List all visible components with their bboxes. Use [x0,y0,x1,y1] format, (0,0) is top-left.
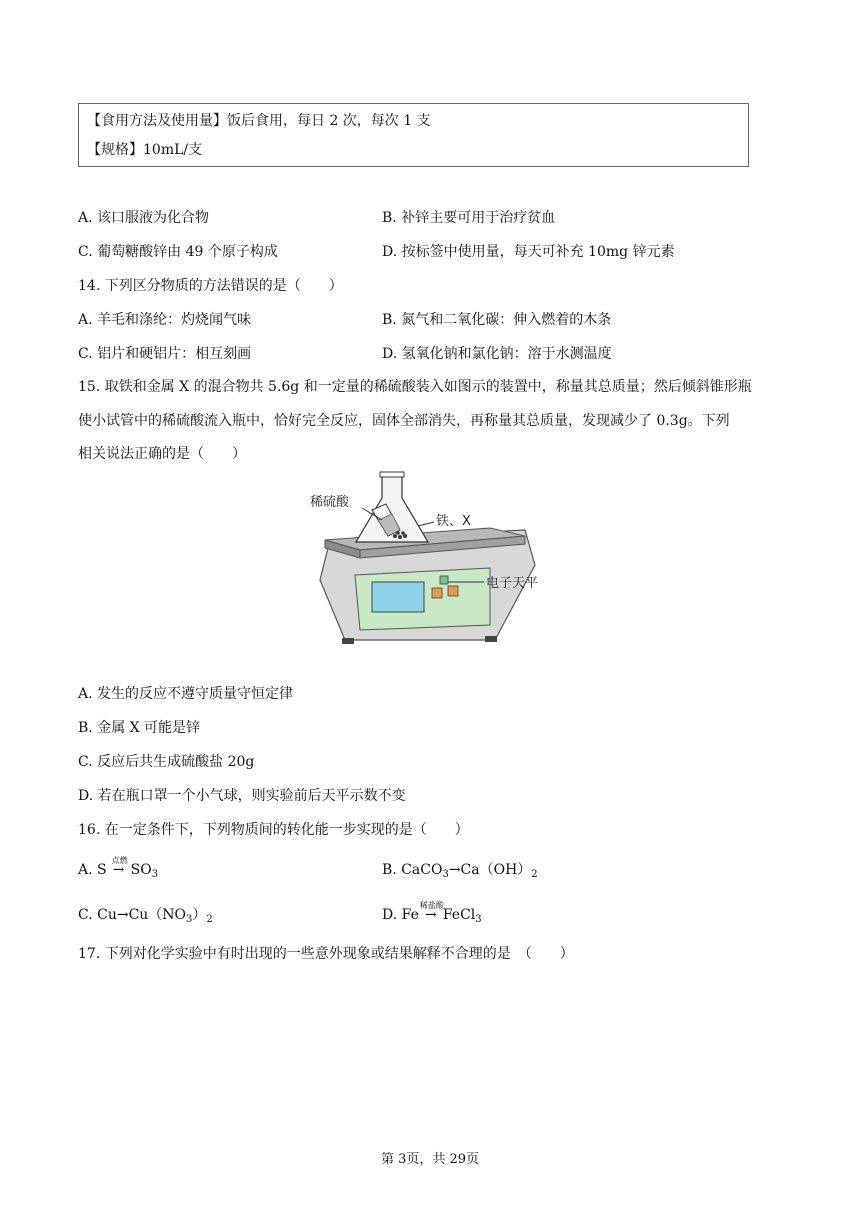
q13-option-d: D. 按标签中使用量，每天可补充 10mg 锌元素 [382,244,675,260]
usage-line: 【食用方法及使用量】饭后食用，每日 2 次，每次 1 支 [87,113,431,129]
q13-option-a: A. 该口服液为化合物 [78,210,210,226]
q15-option-b: B. 金属 X 可能是锌 [78,720,201,736]
q16-option-b: B. $CaCO_3\to Ca(OH)_2$ [382,862,538,880]
label-box [78,103,749,167]
q14-option-c: C. 铝片和硬铝片：相互刻画 [78,346,252,362]
q16-a-reactant: A. S [78,862,107,878]
q16-d-product: FeCl [442,907,476,923]
right-arrow-icon: 稀盐酸 → [419,905,443,925]
q15-stem-line1: 15. 取铁和金属 X 的混合物共 5.6g 和一定量的稀硫酸装入如图示的装置中，称量其总质量；然后倾斜锥形瓶 [78,379,752,395]
q15-option-d: D. 若在瓶口罩一个小气球，则实验前后天平示数不变 [78,788,406,804]
q16-option-c: C. $Cu\to Cu(NO_3)_2$ [78,907,213,925]
q13-option-c: C. 葡萄糖酸锌由 49 个原子构成 [78,244,278,260]
spec-line: 【规格】10mL/支 [87,142,203,158]
q16-option-d: D. Fe 稀盐酸 → FeCl$_3$ [382,905,482,925]
q15-stem-line3: 相关说法正确的是（ ） [78,446,246,462]
q16-a-product: SO [130,862,152,878]
label-electronic-balance: 电子天平 [486,576,539,591]
label-iron-x: 铁、X [436,514,471,529]
q14-option-a: A. 羊毛和涤纶：灼烧闻气味 [78,312,252,328]
q16-a-condition: 点燃 [111,856,128,865]
label-dilute-sulfuric-acid: 稀硫酸 [310,495,350,510]
q16-option-a: A. S 点燃 → $SO_3$ [78,860,158,880]
q14-option-b: B. 氮气和二氧化碳：伸入燃着的木条 [382,312,612,328]
right-arrow-icon: 点燃 → [107,860,131,880]
q14-option-d: D. 氢氧化钠和氯化钠：溶于水测温度 [382,346,612,362]
q17-stem: 17. 下列对化学实验中有时出现的一些意外现象或结果解释不合理的是 （ ） [78,946,574,962]
page-number-footer: 第 3页，共 29页 [380,1152,480,1167]
q14-stem: 14. 下列区分物质的方法错误的是（ ） [78,278,343,294]
q15-stem-line2: 使小试管中的稀硫酸流入瓶中，恰好完全反应，固体全部消失，再称量其总质量，发现减少了 0.3g。下列 [78,413,730,429]
q15-option-c: C. 反应后共生成硫酸盐 20g [78,754,255,770]
q16-d-reactant: D. Fe [382,907,419,923]
q16-stem: 16. 在一定条件下，下列物质间的转化能一步实现的是（ ） [78,822,469,838]
q15-option-a: A. 发生的反应不遵守质量守恒定律 [78,686,294,702]
q13-option-b: B. 补锌主要可用于治疗贫血 [382,210,556,226]
q16-d-condition: 稀盐酸 [419,901,444,910]
electronic-balance-figure [300,470,560,650]
